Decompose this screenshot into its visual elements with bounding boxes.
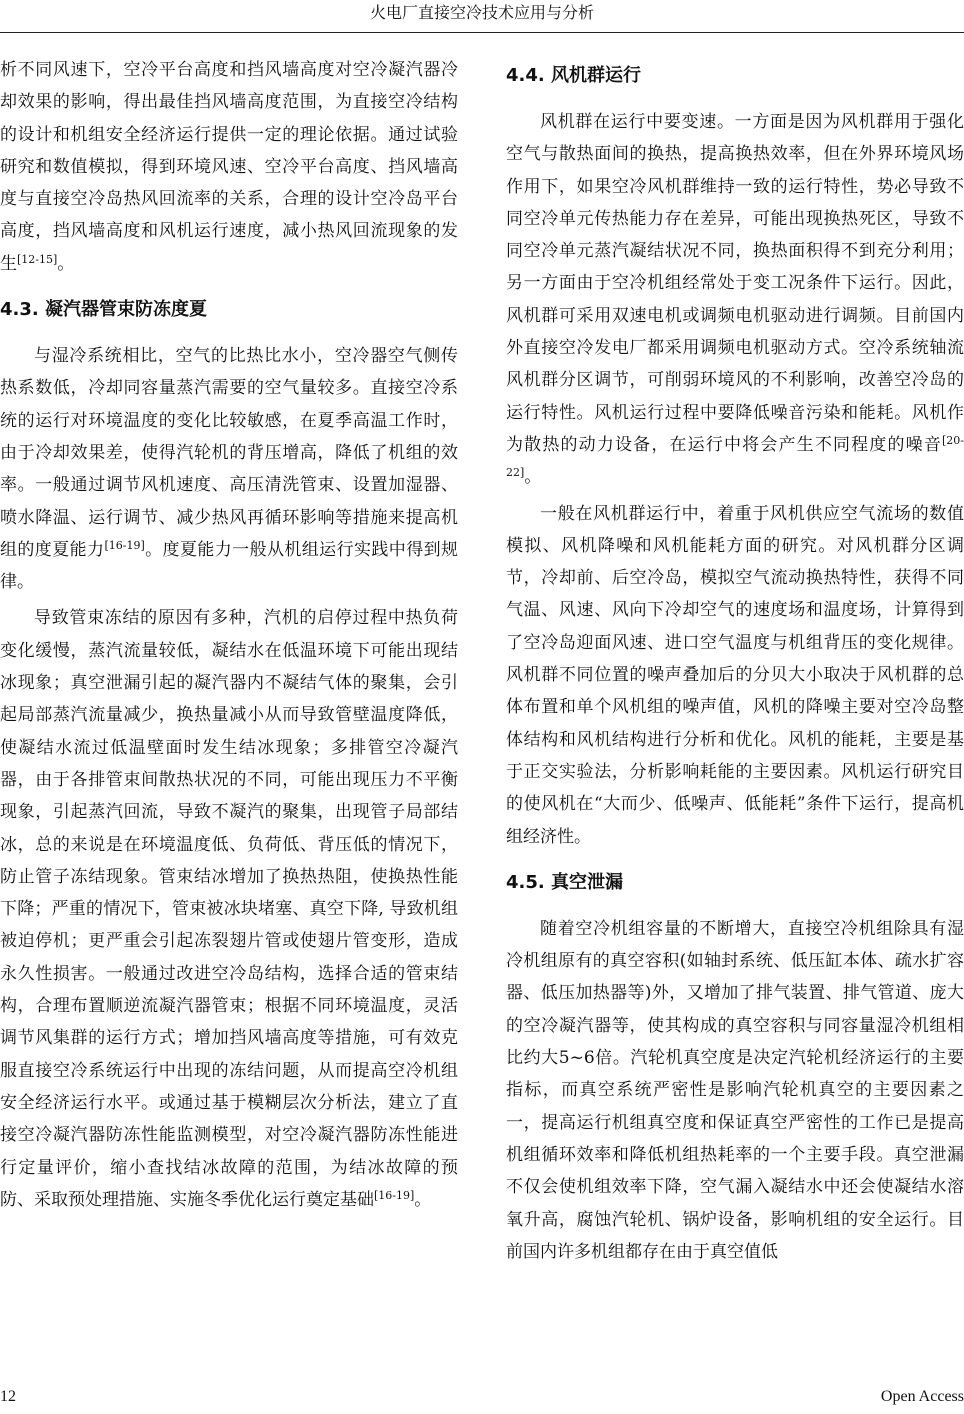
paragraph-4-3-1	[0, 340, 458, 598]
citation-12-15: [12-15]	[17, 252, 58, 266]
paragraph-4-4-1	[506, 106, 964, 494]
section-heading-4-5: 4.5. 真空泄漏	[506, 871, 623, 893]
citation-20-22: [20-22]	[506, 433, 964, 480]
paragraph-4-3-1-end: 。度夏能力一般从机组运行实践中得到规律。	[0, 539, 459, 593]
paragraph-4-3-1-text: 与湿冷系统相比，空气的比热比水小，空冷器空气侧传热系数低，冷却同容量蒸汽需要的空气量较多。直接空冷系统的运行对环境温度的变化比较敏感，在夏季高温工作时，由于冷却效果差，使得汽轮机的背压增高，降低了机组的效率。一般通过调节风机速度、高压清洗管束、设置加湿器、喷水降温、运行调节、减少热风再循环影响等措施来提高机组的度夏能力	[0, 346, 458, 560]
paragraph-4-4-2: 一般在风机群运行中，着重于风机供应空气流场的数值模拟、风机降噪和风机能耗方面的研究。对风机群分区调节，冷却前、后空冷岛，模拟空气流动换热特性，获得不同气温、风速、风向下冷却空气的速度场和温度场，计算得到了空冷岛迎面风速、进口空气温度与机组背压的变化规律。风机群不同位置的噪声叠加后的分贝大小取决于风机群的总体布置和单个风机组的噪声值，风机的降噪主要对空冷岛整体结构和风机结构进行分析和优化。风机的能耗，主要是基于正交实验法，分析影响耗能的主要因素。风机运行研究目的使风机在“大而少、低噪声、低能耗”条件下运行，提高机组经济性。	[506, 503, 964, 847]
section-heading-4-3: 4.3. 凝汽器管束防冻度夏	[0, 299, 207, 321]
paragraph-intro	[0, 54, 458, 280]
citation-16-19-b: [16-19]	[374, 1188, 415, 1202]
running-header	[0, 0, 964, 32]
section-heading-4-4: 4.4. 风机群运行	[506, 65, 641, 86]
page-number: 12	[0, 1388, 16, 1405]
left-column	[0, 54, 458, 1216]
paragraph-4-5-1: 随着空冷机组容量的不断增大，直接空冷机组除具有湿冷机组原有的真空容积(如轴封系统、低压缸本体、疏水扩容器、低压加热器等)外，又增加了排气装置、排气管道、庞大的空冷凝汽器等，使其构成的真空容积与同容量湿冷机组相比约大5~6倍。汽轮机真空度是决定汽轮机经济运行的主要指标，而真空系统严密性是影响汽轮机真空的主要因素之一，提高运行机组真空度和保证真空严密性的工作已是提高机组循环效率和降低机组热耗率的一个主要手段。真空泄漏不仅会使机组效率下降，空气漏入凝结水中还会使凝结水溶氧升高，腐蚀汽轮机、锅炉设备，影响机组的安全运行。目前国内许多机组都存在由于真空值低	[506, 918, 964, 1262]
paragraph-intro-end: 。	[57, 253, 75, 274]
paragraph-4-4-1-text: 风机群在运行中要变速。一方面是因为风机群用于强化空气与散热面间的换热，提高换热效率，但在外界环境风场作用下，如果空冷风机群维持一致的运行特性，势必导致不同空冷单元传热能力存在差异，可能出现换热死区，导致不同空冷单元蒸汽凝结状况不同，换热面积得不到充分利用；另一方面由于空冷机组经常处于变工况条件下运行。因此，风机群可采用双速电机或调频电机驱动进行调频。目前国内外直接空冷发电厂都采用调频电机驱动方式。空冷系统轴流风机群分区调节，可削弱环境风的不利影响，改善空冷岛的运行特性。风机运行过程中要降低噪音污染和能耗。风机作为散热的动力设备，在运行中将会产生不同程度的噪音	[506, 112, 964, 455]
running-header-title: 火电厂直接空冷技术应用与分析	[369, 3, 594, 22]
journal-label: Open Access	[880, 1388, 964, 1405]
paragraph-intro-text: 析不同风速下，空冷平台高度和挡风墙高度对空冷凝汽器冷却效果的影响，得出最佳挡风墙高度范围，为直接空冷结构的设计和机组安全经济运行提供一定的理论依据。通过试验研究和数值模拟，得到环境风速、空冷平台高度、挡风墙高度与直接空冷岛热风回流率的关系，合理的设计空冷岛平台高度，挡风墙高度和风机运行速度，减小热风回流现象的发生	[0, 60, 458, 274]
right-column	[506, 54, 964, 1268]
paragraph-4-4-1-end: 。	[524, 467, 542, 488]
paragraph-4-3-2	[0, 602, 458, 1216]
paragraph-4-3-2-text: 导致管束冻结的原因有多种，汽机的启停过程中热负荷变化缓慢，蒸汽流量较低，凝结水在低温环境下可能出现结冰现象；真空泄漏引起的凝汽器内不凝结气体的聚集，会引起局部蒸汽流量减少，换热量减小从而导致管壁温度降低，使凝结水流过低温壁面时发生结冰现象；多排管空冷凝汽器，由于各排管束间散热状况的不同，可能出现压力不平衡现象，引起蒸汽回流，导致不凝汽的聚集，出现管子局部结冰，总的来说是在环境温度低、负荷低、背压低的情况下，防止管子冻结现象。管束结冰增加了换热热阻，使换热性能下降；严重的情况下，管束被冰块堵塞、真空下降, 导致机组被迫停机；更严重会引起冻裂翅片管或使翅片管变形，造成永久性损害。一般通过改进空冷岛结构，选择合适的管束结构，合理布置顺逆流凝汽器管束；根据不同环境温度，灵活调节风集群的运行方式；增加挡风墙高度等措施，可有效克服直接空冷系统运行中出现的冻结问题，从而提高空冷机组安全经济运行水平。或通过基于模糊层次分析法，建立了直接空冷凝汽器防冻性能监测模型，对空冷凝汽器防冻性能进行定量评价，缩小查找结冰故障的范围，为结冰故障的预防、采取预处理措施、实施冬季优化运行奠定基础	[0, 608, 458, 1210]
header-rule	[0, 32, 964, 33]
citation-16-19: [16-19]	[104, 538, 145, 552]
page-footer	[0, 1386, 964, 1408]
paragraph-4-3-2-end: 。	[414, 1189, 432, 1210]
